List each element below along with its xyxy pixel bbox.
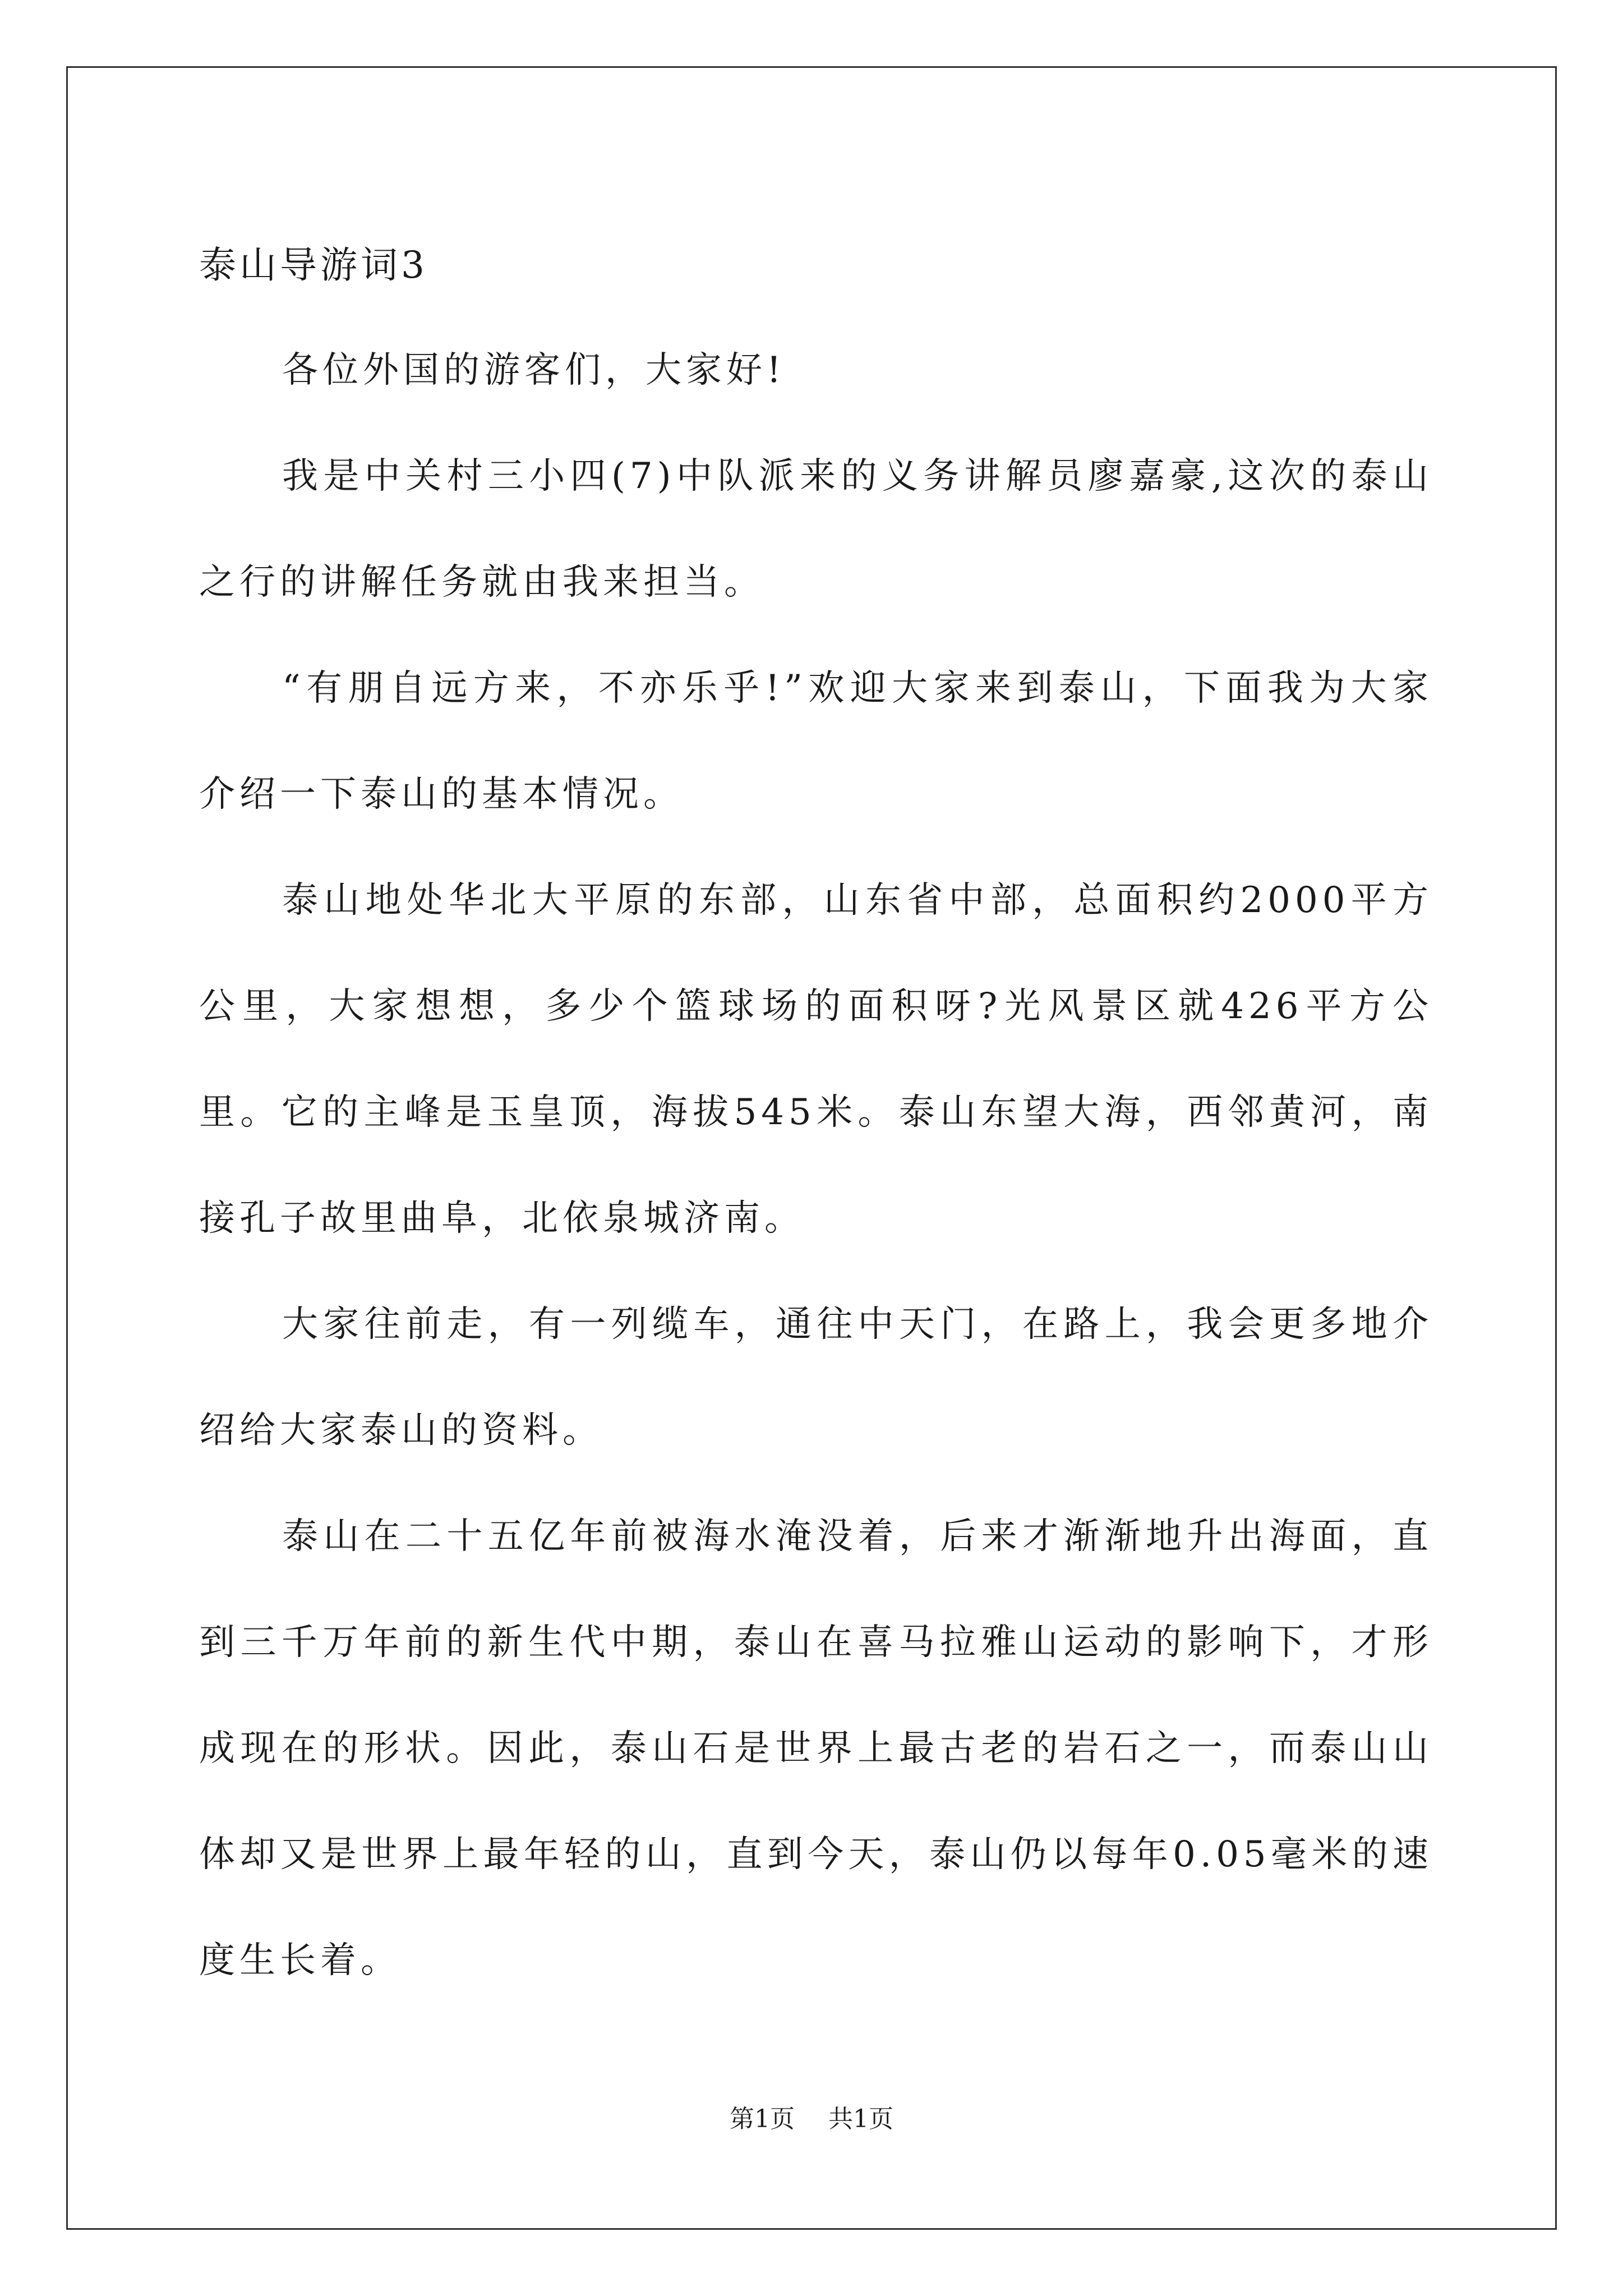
paragraph-greeting: 各位外国的游客们，大家好! bbox=[282, 349, 786, 391]
paragraph-cable-car: 大家往前走，有一列缆车，通往中天门，在路上，我会更多地介绍给大家泰山的资料。 bbox=[199, 1304, 1433, 1451]
paragraph-welcome: “有朋自远方来，不亦乐乎!”欢迎大家来到泰山，下面我为大家介绍一下泰山的基本情况。 bbox=[199, 668, 1433, 815]
paragraph-introduction: 我是中关村三小四(7)中队派来的义务讲解员廖嘉豪,这次的泰山之行的讲解任务就由我来担当。 bbox=[199, 455, 1433, 603]
document-title: 泰山导游词3 bbox=[199, 243, 428, 287]
paragraph-geology: 泰山在二十五亿年前被海水淹没着，后来才渐渐地升出海面，直到三千万年前的新生代中期，泰山在喜马拉雅山运动的影响下，才形成现在的形状。因此，泰山石是世界上最古老的岩石之一，而泰山山体却又是世界上最年轻的山，直到今天，泰山仍以每年0.05毫米的速度生长着。 bbox=[199, 1516, 1433, 1981]
paragraph-location: 泰山地处华北大平原的东部，山东省中部，总面积约2000平方公里，大家想想，多少个篮球场的面积呀?光风景区就426平方公里。它的主峰是玉皇顶，海拔545米。泰山东望大海，西邻黄河，南接孔子故里曲阜，北依泉城济南。 bbox=[199, 880, 1433, 1239]
page-number-current: 第1页 bbox=[730, 2105, 795, 2133]
page-footer bbox=[0, 2102, 1623, 2136]
document-body bbox=[199, 213, 1433, 2014]
page-number-total: 共1页 bbox=[828, 2105, 893, 2133]
